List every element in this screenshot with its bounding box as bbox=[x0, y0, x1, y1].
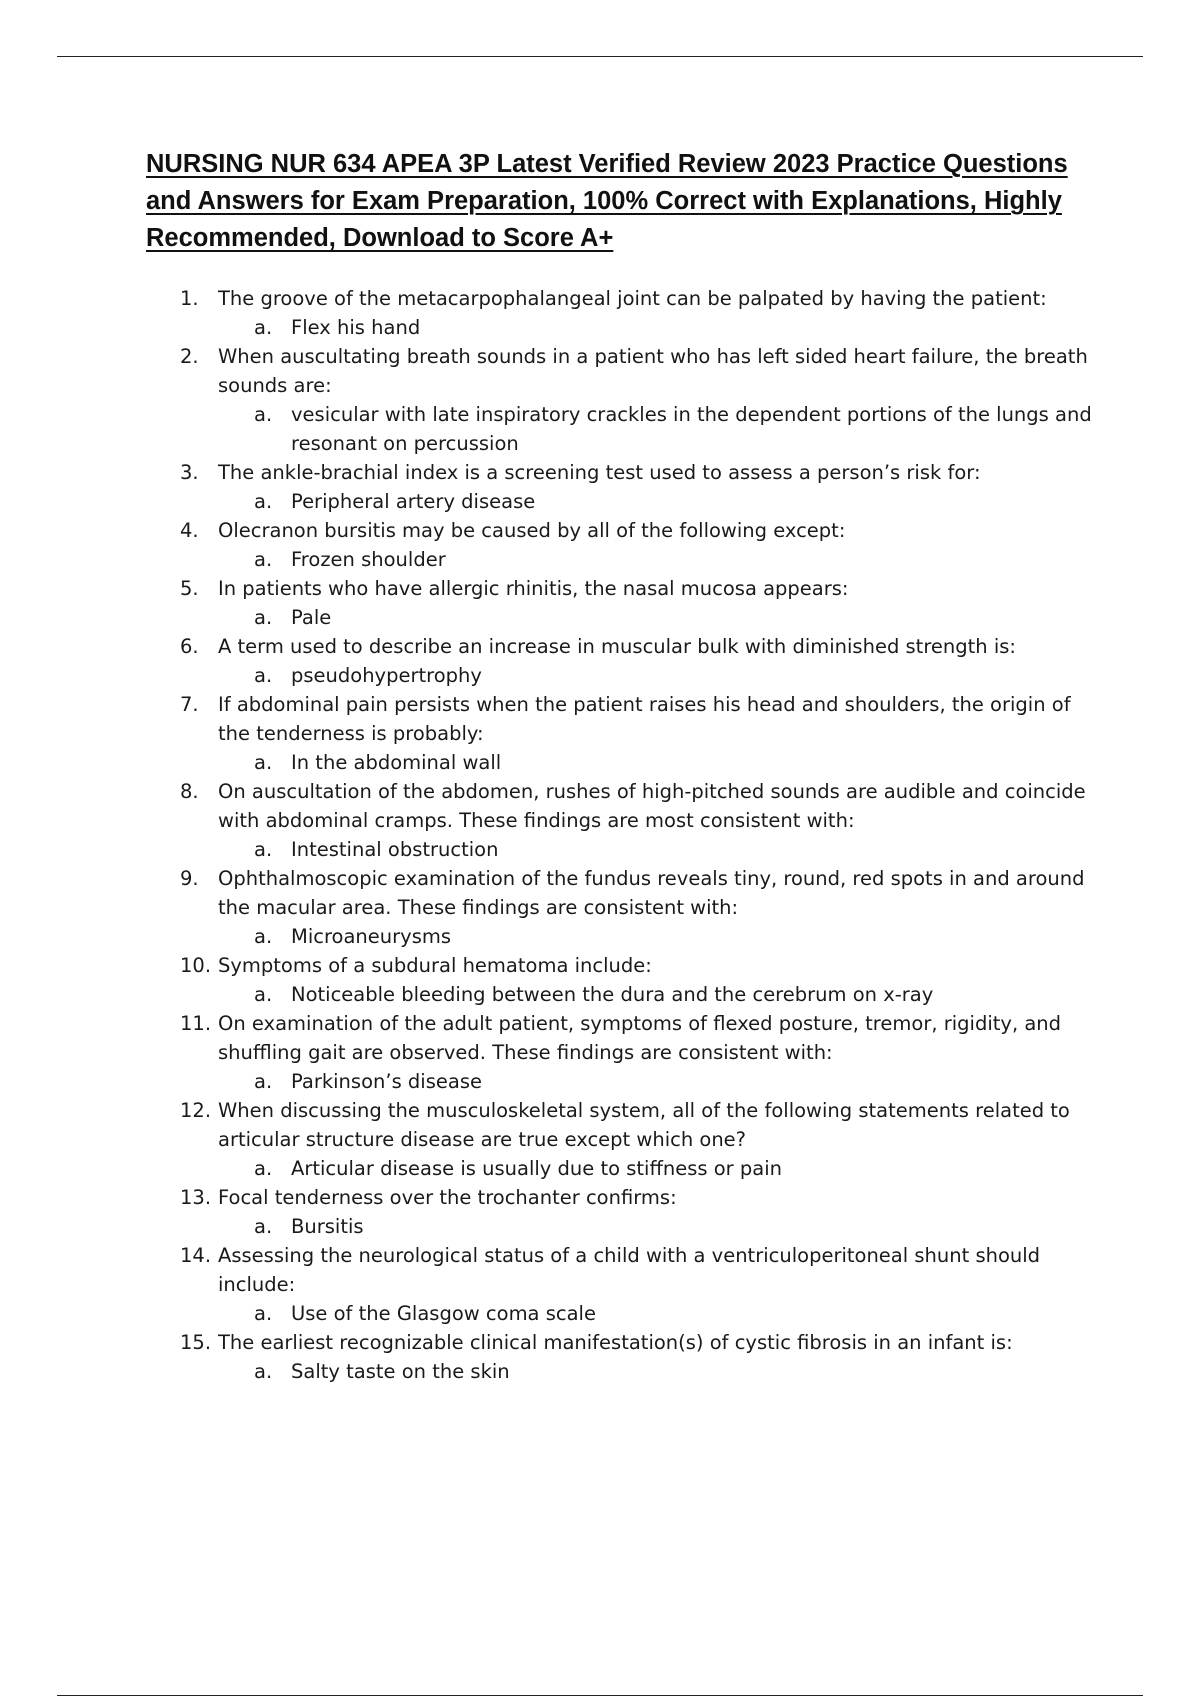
question-number: 3. bbox=[180, 461, 199, 484]
question-number: 14. bbox=[180, 1244, 212, 1267]
answer-text: Pale bbox=[291, 606, 332, 629]
answer-text: Articular disease is usually due to stiffness or pain bbox=[291, 1157, 783, 1180]
question-item bbox=[146, 1241, 1092, 1328]
answer-text: vesicular with late inspiratory crackles in the dependent portions of the lungs and resonant on percussion bbox=[291, 403, 1092, 455]
answer-text: Parkinson’s disease bbox=[291, 1070, 482, 1093]
answer-letter: a. bbox=[254, 403, 273, 426]
answer-item bbox=[146, 603, 1092, 632]
question-item bbox=[146, 632, 1092, 690]
answer-letter: a. bbox=[254, 838, 273, 861]
question-item bbox=[146, 1183, 1092, 1241]
document-body bbox=[146, 146, 1092, 1386]
question-text: When auscultating breath sounds in a patient who has left sided heart failure, the breath sounds are: bbox=[218, 345, 1088, 397]
question-text: Ophthalmoscopic examination of the fundus reveals tiny, round, red spots in and around the macular area. These findings are consistent with: bbox=[218, 867, 1085, 919]
question-text: The earliest recognizable clinical manifestation(s) of cystic fibrosis in an infant is: bbox=[218, 1331, 1013, 1354]
answer-text: Microaneurysms bbox=[291, 925, 452, 948]
answer-text: Peripheral artery disease bbox=[291, 490, 536, 513]
answer-item bbox=[146, 661, 1092, 690]
question-item bbox=[146, 1009, 1092, 1096]
question-number: 11. bbox=[180, 1012, 212, 1035]
header-rule bbox=[57, 56, 1143, 57]
answer-letter: a. bbox=[254, 925, 273, 948]
answer-item bbox=[146, 748, 1092, 777]
answer-text: Use of the Glasgow coma scale bbox=[291, 1302, 596, 1325]
answer-letter: a. bbox=[254, 1302, 273, 1325]
question-text: The ankle-brachial index is a screening test used to assess a person’s risk for: bbox=[218, 461, 981, 484]
answer-text: Bursitis bbox=[291, 1215, 364, 1238]
question-text: If abdominal pain persists when the patient raises his head and shoulders, the origin of the tenderness is probably: bbox=[218, 693, 1071, 745]
answer-item bbox=[146, 313, 1092, 342]
answer-text: pseudohypertrophy bbox=[291, 664, 482, 687]
question-item bbox=[146, 864, 1092, 951]
answer-text: Intestinal obstruction bbox=[291, 838, 499, 861]
question-text: When discussing the musculoskeletal system, all of the following statements related to articular structure disease are true except which one? bbox=[218, 1099, 1070, 1151]
answer-item bbox=[146, 545, 1092, 574]
question-number: 2. bbox=[180, 345, 199, 368]
answer-text: In the abdominal wall bbox=[291, 751, 502, 774]
question-item bbox=[146, 1096, 1092, 1183]
question-number: 7. bbox=[180, 693, 199, 716]
question-text: Assessing the neurological status of a child with a ventriculoperitoneal shunt should include: bbox=[218, 1244, 1041, 1296]
answer-letter: a. bbox=[254, 664, 273, 687]
footer-rule bbox=[57, 1695, 1143, 1696]
answer-item bbox=[146, 922, 1092, 951]
document-title: NURSING NUR 634 APEA 3P Latest Verified Review 2023 Practice Questions and Answers for Exam Preparation, 100% Correct with Explanations, Highly Recommended, Download to Score A+ bbox=[146, 150, 1068, 252]
question-number: 1. bbox=[180, 287, 199, 310]
question-item bbox=[146, 342, 1092, 458]
question-text: A term used to describe an increase in muscular bulk with diminished strength is: bbox=[218, 635, 1016, 658]
question-text: Focal tenderness over the trochanter confirms: bbox=[218, 1186, 677, 1209]
answer-letter: a. bbox=[254, 606, 273, 629]
answer-letter: a. bbox=[254, 1157, 273, 1180]
question-text: The groove of the metacarpophalangeal joint can be palpated by having the patient: bbox=[218, 287, 1047, 310]
answer-letter: a. bbox=[254, 1360, 273, 1383]
answer-item bbox=[146, 835, 1092, 864]
answer-letter: a. bbox=[254, 1215, 273, 1238]
answer-letter: a. bbox=[254, 751, 273, 774]
answer-letter: a. bbox=[254, 490, 273, 513]
answer-text: Frozen shoulder bbox=[291, 548, 446, 571]
question-item bbox=[146, 284, 1092, 342]
question-item bbox=[146, 516, 1092, 574]
question-item bbox=[146, 574, 1092, 632]
answer-letter: a. bbox=[254, 548, 273, 571]
question-number: 6. bbox=[180, 635, 199, 658]
question-number: 5. bbox=[180, 577, 199, 600]
answer-text: Salty taste on the skin bbox=[291, 1360, 510, 1383]
answer-item bbox=[146, 1067, 1092, 1096]
question-text: In patients who have allergic rhinitis, the nasal mucosa appears: bbox=[218, 577, 849, 600]
answer-item bbox=[146, 1357, 1092, 1386]
question-item bbox=[146, 777, 1092, 864]
question-number: 13. bbox=[180, 1186, 212, 1209]
question-list bbox=[146, 284, 1092, 1386]
question-item bbox=[146, 1328, 1092, 1386]
question-number: 4. bbox=[180, 519, 199, 542]
question-number: 8. bbox=[180, 780, 199, 803]
question-item bbox=[146, 690, 1092, 777]
question-text: On examination of the adult patient, symptoms of flexed posture, tremor, rigidity, and shuffling gait are observed. These findings are consistent with: bbox=[218, 1012, 1062, 1064]
answer-letter: a. bbox=[254, 316, 273, 339]
question-text: On auscultation of the abdomen, rushes of high-pitched sounds are audible and coincide with abdominal cramps. These findings are most consistent with: bbox=[218, 780, 1086, 832]
question-text: Olecranon bursitis may be caused by all of the following except: bbox=[218, 519, 846, 542]
question-item bbox=[146, 458, 1092, 516]
question-number: 12. bbox=[180, 1099, 212, 1122]
answer-letter: a. bbox=[254, 983, 273, 1006]
answer-text: Noticeable bleeding between the dura and the cerebrum on x-ray bbox=[291, 983, 934, 1006]
question-number: 9. bbox=[180, 867, 199, 890]
answer-letter: a. bbox=[254, 1070, 273, 1093]
answer-item bbox=[146, 1154, 1092, 1183]
answer-item bbox=[146, 980, 1092, 1009]
question-number: 15. bbox=[180, 1331, 212, 1354]
answer-item bbox=[146, 400, 1092, 458]
question-text: Symptoms of a subdural hematoma include: bbox=[218, 954, 652, 977]
answer-text: Flex his hand bbox=[291, 316, 421, 339]
question-item bbox=[146, 951, 1092, 1009]
answer-item bbox=[146, 487, 1092, 516]
answer-item bbox=[146, 1212, 1092, 1241]
question-number: 10. bbox=[180, 954, 212, 977]
answer-item bbox=[146, 1299, 1092, 1328]
